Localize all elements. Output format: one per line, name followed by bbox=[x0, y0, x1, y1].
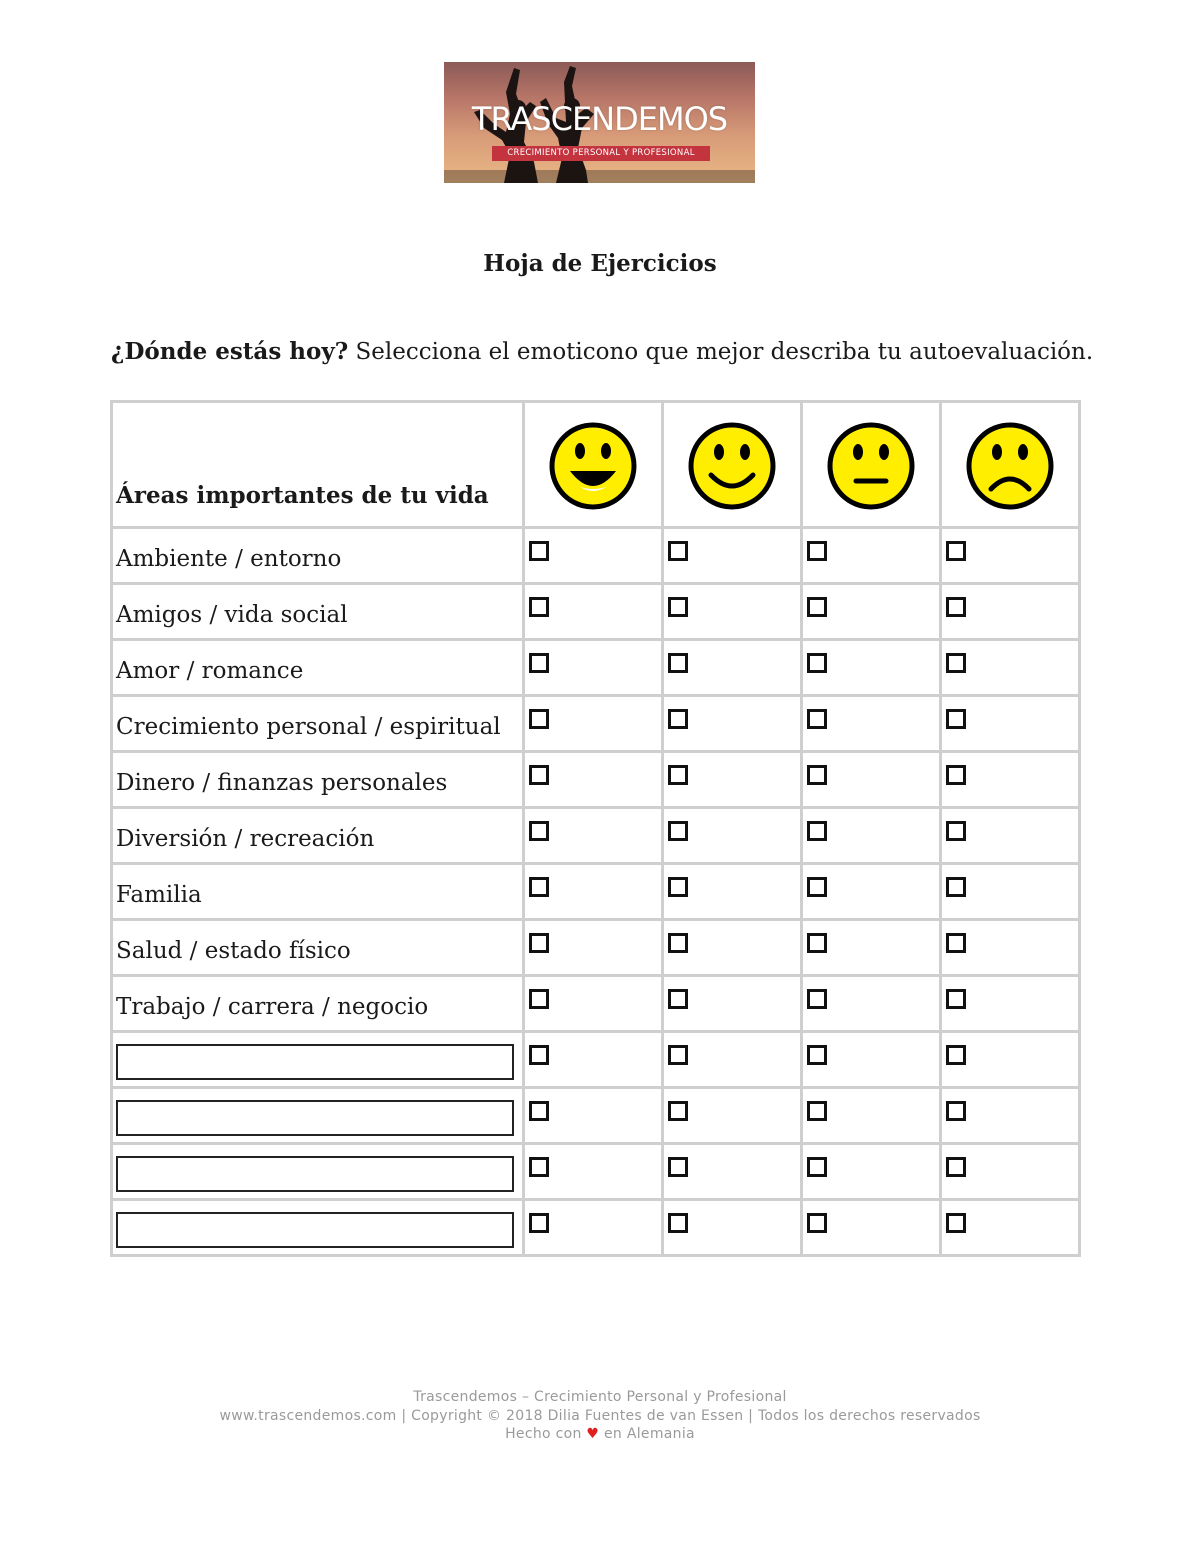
rating-checkbox[interactable] bbox=[807, 1045, 827, 1065]
area-cell bbox=[112, 808, 524, 864]
option-cell bbox=[524, 1032, 663, 1088]
option-cell bbox=[524, 976, 663, 1032]
table-row bbox=[112, 1144, 1080, 1200]
area-cell bbox=[112, 1088, 524, 1144]
table-row bbox=[112, 1200, 1080, 1256]
rating-checkbox[interactable] bbox=[807, 1213, 827, 1233]
area-label: Trabajo / carrera / negocio bbox=[116, 993, 429, 1020]
option-cell bbox=[663, 920, 802, 976]
option-cell bbox=[524, 584, 663, 640]
rating-checkbox[interactable] bbox=[807, 541, 827, 561]
option-cell bbox=[524, 1088, 663, 1144]
face-cell bbox=[663, 402, 802, 528]
area-cell bbox=[112, 528, 524, 584]
area-cell bbox=[112, 1144, 524, 1200]
self-assessment-table bbox=[110, 400, 1081, 1257]
area-cell bbox=[112, 864, 524, 920]
question-bold: ¿Dónde estás hoy? bbox=[111, 338, 349, 365]
rating-checkbox[interactable] bbox=[807, 1101, 827, 1121]
rating-checkbox[interactable] bbox=[807, 933, 827, 953]
rating-checkbox[interactable] bbox=[946, 653, 966, 673]
option-cell bbox=[524, 808, 663, 864]
area-cell bbox=[112, 976, 524, 1032]
option-cell bbox=[802, 1200, 941, 1256]
heart-icon: ♥ bbox=[586, 1426, 600, 1442]
face-cell bbox=[524, 402, 663, 528]
option-cell bbox=[941, 1200, 1080, 1256]
rating-checkbox[interactable] bbox=[529, 709, 549, 729]
rating-checkbox[interactable] bbox=[668, 1045, 688, 1065]
neutral-face-icon bbox=[826, 421, 916, 511]
rating-checkbox[interactable] bbox=[668, 877, 688, 897]
option-cell bbox=[663, 808, 802, 864]
option-cell bbox=[663, 1200, 802, 1256]
option-cell bbox=[663, 1032, 802, 1088]
rating-checkbox[interactable] bbox=[946, 821, 966, 841]
option-cell bbox=[802, 1032, 941, 1088]
rating-checkbox[interactable] bbox=[946, 541, 966, 561]
option-cell bbox=[941, 1032, 1080, 1088]
rating-checkbox[interactable] bbox=[668, 989, 688, 1009]
area-cell bbox=[112, 584, 524, 640]
trascendemos-logo bbox=[444, 62, 755, 183]
rating-checkbox[interactable] bbox=[946, 765, 966, 785]
rating-checkbox[interactable] bbox=[668, 933, 688, 953]
option-cell bbox=[941, 808, 1080, 864]
rating-checkbox[interactable] bbox=[946, 877, 966, 897]
option-cell bbox=[802, 920, 941, 976]
happy-face-icon bbox=[687, 421, 777, 511]
option-cell bbox=[941, 752, 1080, 808]
table-row bbox=[112, 808, 1080, 864]
face-cell bbox=[802, 402, 941, 528]
custom-area-input[interactable] bbox=[116, 1212, 514, 1248]
footer-line-1: Trascendemos – Crecimiento Personal y Profesional bbox=[413, 1389, 787, 1405]
very-happy-face-icon bbox=[548, 421, 638, 511]
option-cell bbox=[524, 528, 663, 584]
area-label: Dinero / finanzas personales bbox=[116, 769, 448, 796]
custom-area-input[interactable] bbox=[116, 1044, 514, 1080]
rating-checkbox[interactable] bbox=[946, 1045, 966, 1065]
area-cell bbox=[112, 696, 524, 752]
option-cell bbox=[802, 584, 941, 640]
rating-checkbox[interactable] bbox=[529, 1213, 549, 1233]
option-cell bbox=[802, 976, 941, 1032]
option-cell bbox=[802, 752, 941, 808]
option-cell bbox=[663, 640, 802, 696]
rating-checkbox[interactable] bbox=[807, 765, 827, 785]
rating-checkbox[interactable] bbox=[529, 597, 549, 617]
area-label: Familia bbox=[116, 881, 202, 908]
rating-checkbox[interactable] bbox=[668, 1157, 688, 1177]
rating-checkbox[interactable] bbox=[529, 989, 549, 1009]
rating-checkbox[interactable] bbox=[529, 541, 549, 561]
option-cell bbox=[802, 1144, 941, 1200]
area-label: Ambiente / entorno bbox=[116, 545, 342, 572]
option-cell bbox=[941, 584, 1080, 640]
option-cell bbox=[802, 528, 941, 584]
table-row bbox=[112, 696, 1080, 752]
footer-location: en Alemania bbox=[599, 1426, 695, 1442]
rating-checkbox[interactable] bbox=[807, 597, 827, 617]
area-label: Crecimiento personal / espiritual bbox=[116, 713, 501, 740]
option-cell bbox=[802, 1088, 941, 1144]
rating-checkbox[interactable] bbox=[668, 597, 688, 617]
option-cell bbox=[802, 808, 941, 864]
option-cell bbox=[524, 696, 663, 752]
rating-checkbox[interactable] bbox=[529, 1045, 549, 1065]
option-cell bbox=[524, 752, 663, 808]
rating-checkbox[interactable] bbox=[807, 653, 827, 673]
option-cell bbox=[941, 1088, 1080, 1144]
rating-checkbox[interactable] bbox=[668, 709, 688, 729]
table-row bbox=[112, 864, 1080, 920]
option-cell bbox=[524, 920, 663, 976]
custom-area-input[interactable] bbox=[116, 1156, 514, 1192]
footer-line-2: www.trascendemos.com | Copyright © 2018 Dilia Fuentes de van Essen | Todos los derechos reservados bbox=[219, 1407, 981, 1424]
table-row bbox=[112, 584, 1080, 640]
option-cell bbox=[663, 696, 802, 752]
logo-tagline: CRECIMIENTO PERSONAL Y PROFESIONAL bbox=[492, 146, 710, 161]
table-row bbox=[112, 976, 1080, 1032]
area-cell bbox=[112, 640, 524, 696]
rating-checkbox[interactable] bbox=[807, 821, 827, 841]
rating-checkbox[interactable] bbox=[529, 1157, 549, 1177]
rating-checkbox[interactable] bbox=[668, 1213, 688, 1233]
question-text: Selecciona el emoticono que mejor describa tu autoevaluación. bbox=[348, 339, 1094, 365]
option-cell bbox=[941, 864, 1080, 920]
option-cell bbox=[802, 640, 941, 696]
option-cell bbox=[663, 752, 802, 808]
rating-checkbox[interactable] bbox=[946, 989, 966, 1009]
rating-checkbox[interactable] bbox=[668, 821, 688, 841]
option-cell bbox=[524, 1200, 663, 1256]
option-cell bbox=[663, 584, 802, 640]
area-label: Diversión / recreación bbox=[116, 825, 375, 852]
option-cell bbox=[941, 528, 1080, 584]
area-label: Amigos / vida social bbox=[116, 601, 348, 628]
option-cell bbox=[524, 640, 663, 696]
rating-checkbox[interactable] bbox=[807, 877, 827, 897]
rating-checkbox[interactable] bbox=[529, 821, 549, 841]
face-cell bbox=[941, 402, 1080, 528]
option-cell bbox=[663, 528, 802, 584]
table-row bbox=[112, 1032, 1080, 1088]
rating-checkbox[interactable] bbox=[529, 653, 549, 673]
table-row bbox=[112, 528, 1080, 584]
area-cell bbox=[112, 920, 524, 976]
area-label: Salud / estado físico bbox=[116, 937, 351, 964]
area-cell bbox=[112, 752, 524, 808]
option-cell bbox=[524, 864, 663, 920]
option-cell bbox=[941, 696, 1080, 752]
rating-checkbox[interactable] bbox=[946, 709, 966, 729]
sad-face-icon bbox=[965, 421, 1055, 511]
option-cell bbox=[802, 696, 941, 752]
option-cell bbox=[941, 640, 1080, 696]
page-title: Hoja de Ejercicios bbox=[483, 250, 717, 277]
option-cell bbox=[941, 1144, 1080, 1200]
area-cell bbox=[112, 1200, 524, 1256]
rating-checkbox[interactable] bbox=[668, 1101, 688, 1121]
table-row bbox=[112, 640, 1080, 696]
option-cell bbox=[524, 1144, 663, 1200]
footer-made-with: Hecho con bbox=[505, 1426, 587, 1442]
rating-checkbox[interactable] bbox=[946, 1101, 966, 1121]
rating-checkbox[interactable] bbox=[529, 765, 549, 785]
rating-checkbox[interactable] bbox=[946, 1157, 966, 1177]
option-cell bbox=[663, 976, 802, 1032]
footer bbox=[0, 1388, 1200, 1444]
rating-checkbox[interactable] bbox=[946, 597, 966, 617]
table-row bbox=[112, 920, 1080, 976]
area-cell bbox=[112, 1032, 524, 1088]
area-label: Amor / romance bbox=[116, 657, 304, 684]
option-cell bbox=[663, 1144, 802, 1200]
table-row bbox=[112, 752, 1080, 808]
table-header-row bbox=[112, 402, 1080, 528]
footer-line-3 bbox=[0, 1425, 1200, 1444]
rating-checkbox[interactable] bbox=[668, 653, 688, 673]
rating-checkbox[interactable] bbox=[529, 1101, 549, 1121]
areas-header: Áreas importantes de tu vida bbox=[116, 482, 489, 509]
option-cell bbox=[663, 864, 802, 920]
rating-checkbox[interactable] bbox=[668, 541, 688, 561]
option-cell bbox=[941, 920, 1080, 976]
rating-checkbox[interactable] bbox=[946, 1213, 966, 1233]
logo-title: TRASCENDEMOS bbox=[471, 100, 728, 138]
rating-checkbox[interactable] bbox=[946, 933, 966, 953]
table-row bbox=[112, 1088, 1080, 1144]
option-cell bbox=[941, 976, 1080, 1032]
header-cell bbox=[112, 402, 524, 528]
custom-area-input[interactable] bbox=[116, 1100, 514, 1136]
rating-checkbox[interactable] bbox=[529, 933, 549, 953]
option-cell bbox=[802, 864, 941, 920]
rating-checkbox[interactable] bbox=[807, 1157, 827, 1177]
instructions bbox=[111, 338, 1093, 365]
option-cell bbox=[663, 1088, 802, 1144]
rating-checkbox[interactable] bbox=[807, 989, 827, 1009]
rating-checkbox[interactable] bbox=[529, 877, 549, 897]
rating-checkbox[interactable] bbox=[807, 709, 827, 729]
rating-checkbox[interactable] bbox=[668, 765, 688, 785]
